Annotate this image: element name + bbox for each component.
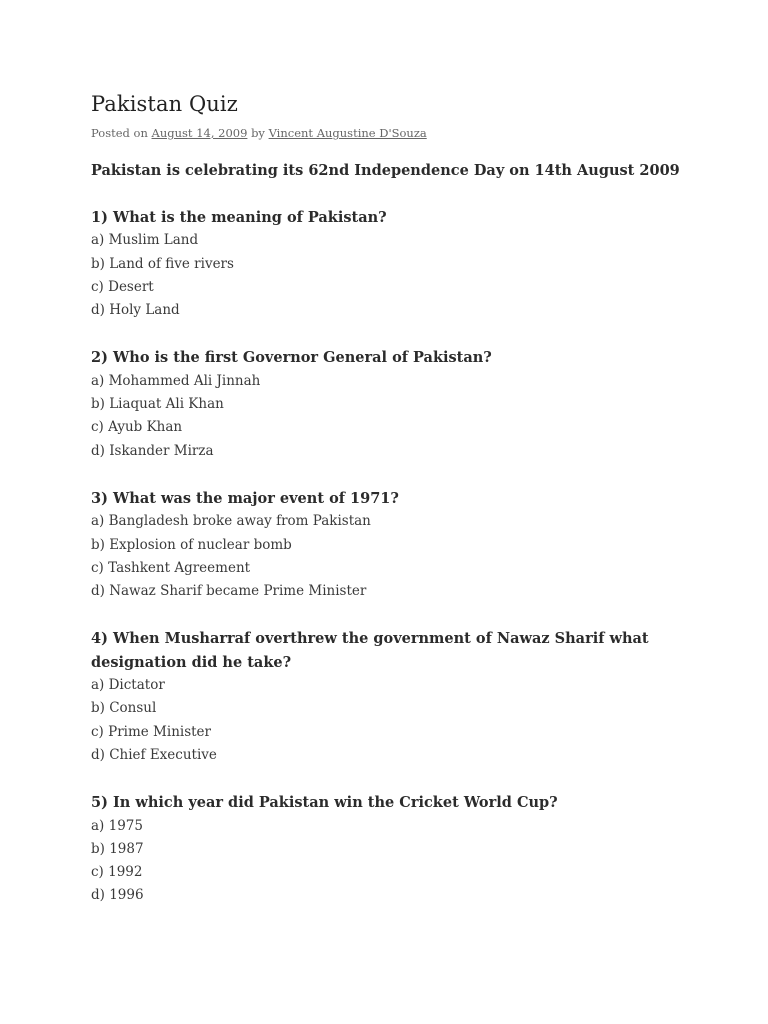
question-block: [91, 487, 691, 603]
answer-option: b) 1987: [91, 840, 144, 857]
answer-option: a) Dictator: [91, 677, 165, 694]
answer-option: c) Ayub Khan: [91, 419, 183, 436]
answer-options: [91, 370, 691, 463]
answer-option: c) Tashkent Agreement: [91, 559, 251, 576]
article: [91, 90, 691, 908]
answer-option: b) Consul: [91, 700, 157, 717]
question-block: [91, 791, 691, 907]
answer-option: b) Explosion of nuclear bomb: [91, 536, 292, 553]
answer-options: [91, 815, 691, 908]
question-block: [91, 346, 691, 462]
answer-option: d) Holy Land: [91, 302, 180, 319]
answer-option: a) 1975: [91, 817, 143, 834]
posted-on-label: Posted on: [91, 126, 148, 140]
answer-option: a) Bangladesh broke away from Pakistan: [91, 513, 371, 530]
answer-options: [91, 510, 691, 603]
answer-options: [91, 229, 691, 322]
post-date-link[interactable]: August 14, 2009: [151, 126, 248, 140]
answer-option: b) Liaquat Ali Khan: [91, 396, 224, 413]
question-text: 3) What was the major event of 1971?: [91, 489, 399, 507]
answer-option: a) Mohammed Ali Jinnah: [91, 372, 261, 389]
answer-option: d) Chief Executive: [91, 746, 217, 763]
page-title: Pakistan Quiz: [91, 92, 238, 116]
question-block: [91, 627, 691, 767]
question-block: [91, 206, 691, 322]
answer-options: [91, 674, 691, 767]
answer-option: d) Nawaz Sharif became Prime Minister: [91, 583, 367, 600]
intro-text: Pakistan is celebrating its 62nd Independence Day on 14th August 2009: [91, 162, 680, 179]
answer-option: d) 1996: [91, 887, 144, 904]
question-text: 2) Who is the first Governor General of Pakistan?: [91, 349, 492, 367]
answer-option: c) Desert: [91, 278, 154, 295]
question-text: 4) When Musharraf overthrew the government of Nawaz Sharif what designation did he take?: [91, 630, 649, 671]
answer-option: c) 1992: [91, 864, 143, 881]
answer-option: d) Iskander Mirza: [91, 442, 214, 459]
question-text: 1) What is the meaning of Pakistan?: [91, 209, 387, 226]
answer-option: a) Muslim Land: [91, 232, 199, 249]
answer-option: c) Prime Minister: [91, 723, 212, 740]
post-meta: [91, 125, 691, 141]
by-label: by: [251, 126, 265, 140]
answer-option: b) Land of five rivers: [91, 255, 234, 272]
question-text: 5) In which year did Pakistan win the Cricket World Cup?: [91, 794, 558, 812]
author-link[interactable]: Vincent Augustine D'Souza: [268, 126, 427, 140]
